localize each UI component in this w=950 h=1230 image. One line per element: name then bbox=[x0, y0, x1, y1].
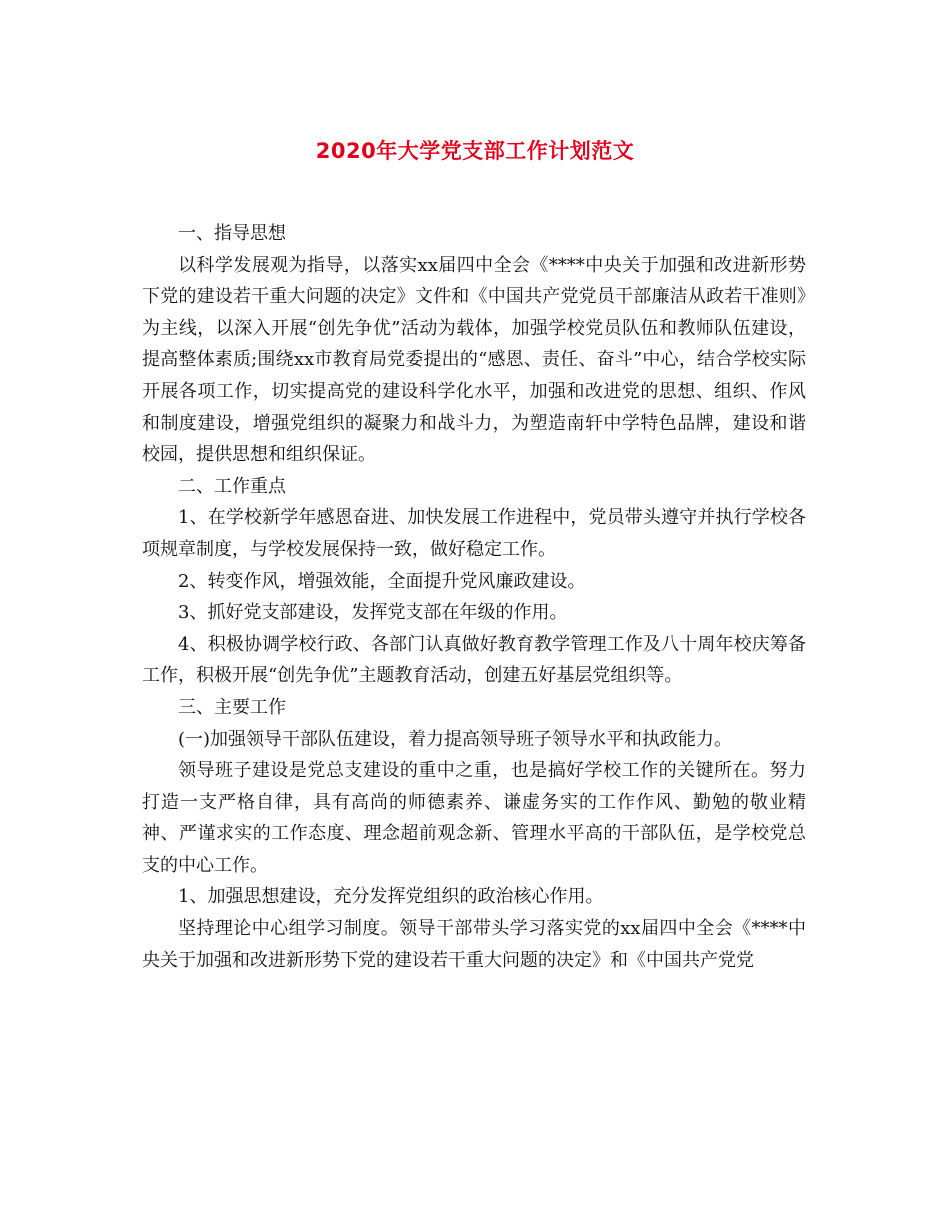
section-heading-guiding-ideology: 一、指导思想 bbox=[178, 223, 286, 244]
paragraph: 坚持理论中心组学习制度。领导干部带头学习落实党的xx届四中全会《****中央关于加强和改进新形势下党的建设若干重大问题的决定》和《中国共产党党 bbox=[142, 918, 806, 971]
paragraph: (一)加强领导干部队伍建设，着力提高领导班子领导水平和执政能力。 bbox=[178, 728, 733, 750]
paragraph: 以科学发展观为指导，以落实xx届四中全会《****中央关于加强和改进新形势下党的建设若干重大问题的决定》文件和《中国共产党党员干部廉洁从政若干准则》为主线，以深入开展“创先争优”活动为载体，加强学校党员队伍和教师队伍建设，提高整体素质;围绕xx市教育局党委提出的“感恩、责任、奋斗”中心，结合学校实际开展各项工作，切实提高党的建设科学化水平，加强和改进党的思想、组织、作风和制度建设，增强党组织的凝聚力和战斗力，为塑造南轩中学特色品牌，建设和谐校园，提供思想和组织保证。 bbox=[142, 254, 806, 466]
paragraph: 1、加强思想建设，充分发挥党组织的政治核心作用。 bbox=[178, 886, 604, 908]
paragraph: 3、抓好党支部建设，发挥党支部在年级的作用。 bbox=[178, 602, 568, 624]
section-heading-main-work: 三、主要工作 bbox=[178, 696, 286, 718]
paragraph: 2、转变作风，增强效能，全面提升党风廉政建设。 bbox=[178, 570, 586, 592]
paragraph: 4、积极协调学校行政、各部门认真做好教育教学管理工作及八十周年校庆筹备工作，积极开展“创先争优”主题教育活动，创建五好基层党组织等。 bbox=[142, 633, 806, 687]
paragraph: 领导班子建设是党总支建设的重中之重，也是搞好学校工作的关键所在。努力打造一支严格自律，具有高尚的师德素养、谦虚务实的工作作风、勤勉的敬业精神、严谨求实的工作态度、理念超前观念新、管理水平高的干部队伍，是学校党总支的中心工作。 bbox=[142, 760, 806, 876]
section-heading-work-focus: 二、工作重点 bbox=[178, 475, 286, 497]
paragraph: 1、在学校新学年感恩奋进、加快发展工作进程中，党员带头遵守并执行学校各项规章制度，与学校发展保持一致，做好稳定工作。 bbox=[142, 507, 806, 560]
document-body bbox=[142, 218, 806, 976]
page-title: 2020年大学党支部工作计划范文 bbox=[315, 139, 635, 163]
